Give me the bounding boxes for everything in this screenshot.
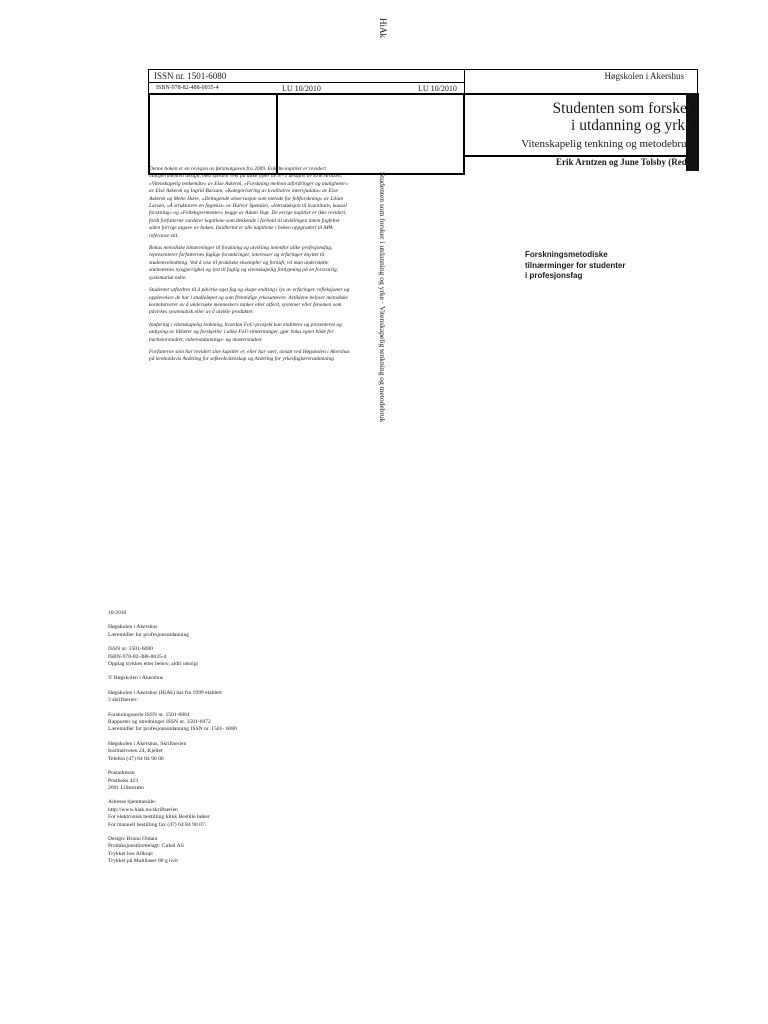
colophon-line: 3 skriftserier: [108, 697, 138, 704]
publisher-label: Høgskolen i Akershus [604, 71, 684, 81]
colophon-line: Trykket på Multilaser 80 g hvit [108, 858, 178, 865]
colophon-group [108, 799, 368, 829]
colophon-group [108, 646, 368, 668]
isbn-label: ISBN-978-82-488-0035-4 [156, 85, 219, 91]
frame-top-line [148, 69, 698, 70]
colophon-line: ISBN-978-82-488-0035-4 [108, 653, 167, 660]
series-title-line: i profesjonsfag [525, 271, 583, 280]
blurb-paragraph: Forfatterne som har revidert sine kapitler er, eller har vært, ansatt ved Høgskolen i Akershus på henholdsvis Avdeling for sefkeokvitenskap og Avdeling for yrkesfaglærerutdanning [149, 348, 350, 363]
frame-right-line [697, 69, 698, 93]
cover-title [553, 100, 692, 134]
back-cover-blurb [149, 166, 351, 369]
spine-title: Studenten som forsker i utdanning og yrke · Vitenskapelig tenkning og metodebruk [378, 172, 387, 423]
back-box-middle [276, 93, 465, 175]
blurb-paragraph: Denne boken er en revisjon av førsteutgaven fra 2009. Enkelte kapitler er revidert «Eksperimentell design, med spesiell vekt på ulike typer av N=1 design» av Erik Arntzen, «Vitenskapelig tenkemåte» av Else Askerøi, «Forskning mellom utfordringer og muligheter» av Else Askerøi og Ingrid Barsum, «Kategorisering av kvalitative intervjudata» av Else Askerøi og Mette Hære, «Deltagende observasjon som metode for feltforskning» av Lilian Larsen, «Å strukturere en fagtekst» av Halvor Spetalen, «Introduksjon til kvantitativ, kausal forskning» og «Feltekspermenter» begge av Adam Vogt. De øvrige kapitler er ikke revidert, fordi forfatterne vurderer kapitlene som dekkende i forhold til utviklingen innen fagfeltet siden forrige utgave av boken. Imidlertid er alle kapitlene i boken oppgradert til APA referanse stil. [149, 166, 349, 239]
colophon-line: Opplag trykkes etter behov, aldri utsolgt [108, 661, 199, 668]
lu-label-left: LU 10/2010 [282, 84, 321, 93]
colophon-line: © Høgskolen i Akershus [108, 675, 164, 682]
colophon-line: Læremidler for profesjonsutdanning ISSN nr. 1501- 6080 [108, 726, 237, 733]
colophon-line: Høgskolen i Akershus, Skriftserien [108, 740, 187, 747]
colophon-line: Forskningsserie ISSN nr. 1501-6064 [108, 711, 190, 718]
colophon-line: Postboks 423 [108, 777, 138, 784]
colophon-line: http://www.hiak.no/skriftserien [108, 806, 178, 813]
series-title-line: Forskningsmetodiske [525, 250, 608, 259]
colophon-line: Instituttveien 24, Kjeller [108, 748, 163, 755]
colophon-line: Telefon (47) 64 84 90 00 [108, 755, 164, 762]
cover-title-line-1: Studenten som forsker [552, 100, 692, 117]
cover-title-line-2: i utdanning og yrke [571, 117, 692, 134]
colophon-group [108, 624, 368, 639]
colophon-group [108, 741, 368, 763]
colophon-line: For elektronisk bestilling klikk Bestille bøker [108, 814, 210, 821]
colophon-line: Adresse hjemmeside: [108, 799, 157, 806]
colophon-line: Postadresse: [108, 770, 136, 777]
colophon-group [108, 770, 368, 792]
colophon-line: 2001 Lillestrøm [108, 784, 144, 791]
spine-mark: HiAk [378, 18, 388, 38]
cover-subtitle: Vitenskapelig tenkning og metodebruk [521, 138, 692, 150]
blurb-paragraph: Bokas metodiske tilnærminger til forskning og utvikling innenfor ulike profesjonsfag, representerer forfatternes faglige forankringer, interesser og erfaringer knyttet til studentveiledning. Ved å vise til praktiske eksempler og fornuft, vil man understøtte studentenes nysgjerrighet og lyst til faglig og vitenskapelig fordypning på en forsvarlig, systematisk måte. [149, 245, 339, 281]
colophon-group [108, 836, 368, 866]
colophon-line: Produksjonstilrettelagt: Cirkel AS [108, 843, 184, 850]
series-title [525, 250, 675, 282]
series-title-line: tilnærminger for studenter [525, 260, 626, 270]
colophon-line: Læremidler for profesjonsutdanning [108, 631, 190, 638]
cover-authors: Erik Arntzen og June Tolsby (Red.) [555, 157, 692, 167]
colophon-group [108, 610, 368, 617]
back-box-left [148, 93, 278, 175]
colophon-line: Høgskolen i Akershus [108, 624, 158, 631]
colophon-line: Design: Bruno Oldani [108, 835, 158, 842]
colophon-line: ISSN nr. 1501-6080 [108, 646, 153, 653]
blurb-paragraph: Studenter utfordres til å påvirke eget fag og skape endring i lys av erfaringer, refleksjoner og opplevelser de har i studieløpet og som fremtidige yrkesutøvere. Artiklene belyser metodiske kontekstvarer av å undersøke menneskers tanker eller atferd, systemer eller fenomen som påvirkes systematisk eller av å utvikle produkter. [149, 287, 350, 316]
colophon-group [108, 675, 368, 682]
colophon-line: For manuell bestilling fax (47) 64 84 90 07. [108, 821, 207, 828]
blurb-paragraph: Innføring i vitenskapelig tenkning, hvordan FoU-prosjekt kan etableres og presenteres og utdyping av likheter og forskjeller i ulike FoU-tilnærminger, gjør boka egnet både for bachelorstudier, videreutdannings- og masterstudier. [149, 321, 342, 343]
lu-label-right: LU 10/2010 [418, 84, 457, 93]
colophon-line: Høgskolen i Akershus (HiAk) har fra 1999 etablert [108, 689, 222, 696]
colophon-group [108, 712, 368, 734]
issn-label: ISSN nr. 1501-6080 [154, 71, 227, 81]
colophon-line: Rapporter og utredninger ISSN nr. 1501-6072 [108, 719, 211, 726]
frame-issn-line [148, 82, 464, 83]
colophon-line: Trykket hos Allkopi [108, 850, 153, 857]
colophon [108, 610, 368, 873]
colophon-group [108, 690, 368, 705]
colophon-line: 10/2010 [108, 610, 127, 616]
